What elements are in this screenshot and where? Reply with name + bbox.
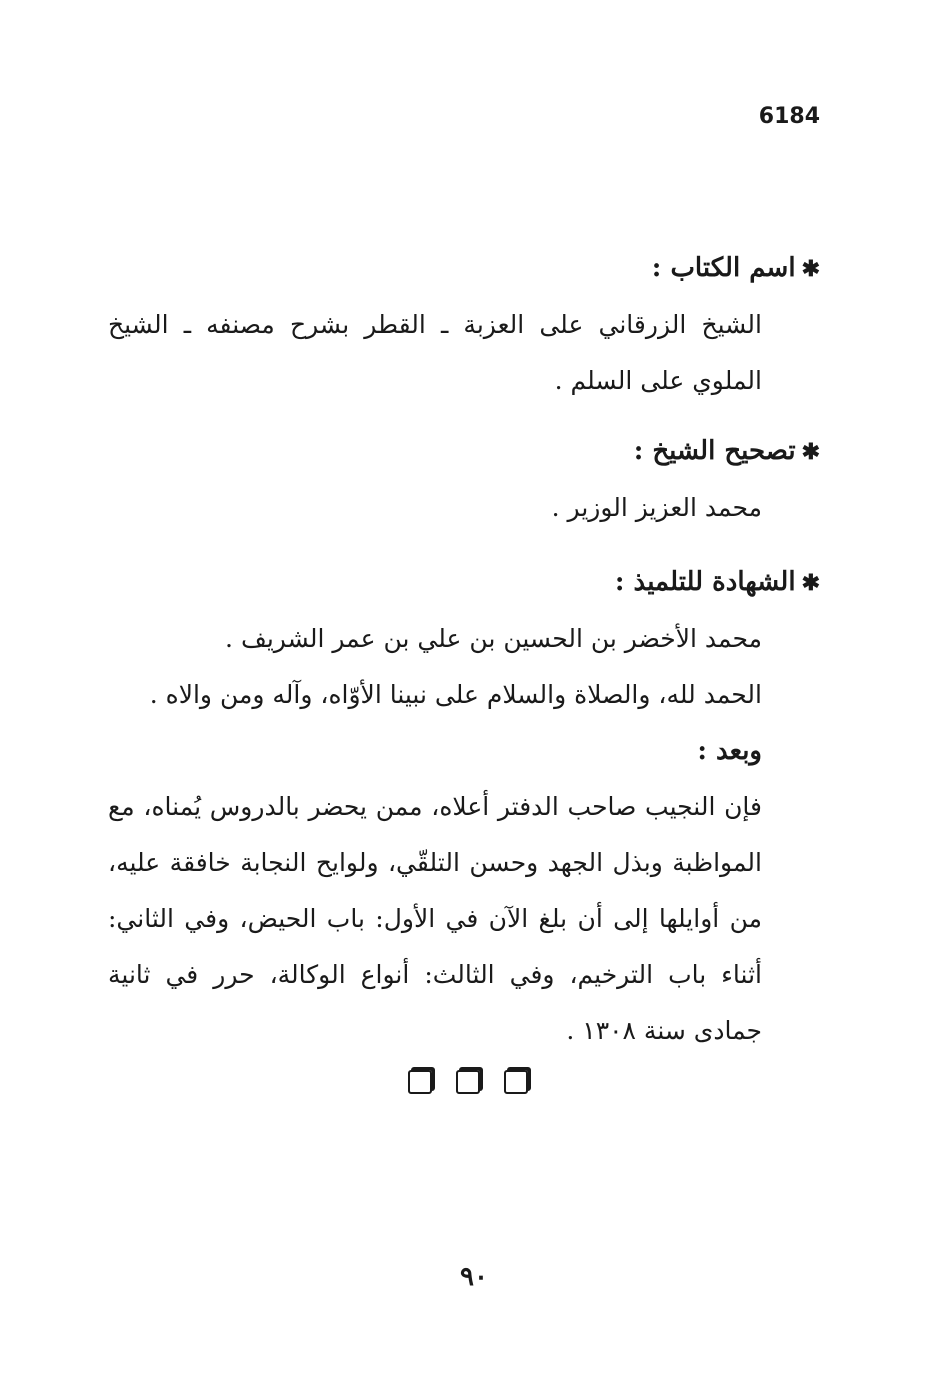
asterisk-bullet-icon: ✱ — [801, 439, 820, 465]
heading-sheikh-correction — [108, 423, 820, 480]
page-number: ٩٠ — [460, 1262, 488, 1292]
transition-text: وبعد : — [697, 736, 762, 766]
student-name-text: محمد الأخضر بن الحسين بن علي بن عمر الشريف . — [225, 624, 762, 653]
praise-text: الحمد لله، والصلاة والسلام على نبينا الأوّاه، وآله ومن والاه . — [149, 680, 762, 709]
heading-student-certificate — [108, 554, 820, 611]
square-ornament-icon — [504, 1070, 528, 1094]
heading-sheikh-correction-label: تصحيح الشيخ : — [633, 436, 796, 466]
book-name-text: الشيخ الزرقاني على العزبة ـ القطر بشرح مصنفه ـ الشيخ الملوي على السلم . — [108, 310, 762, 395]
square-ornament-icon — [456, 1070, 480, 1094]
document-body — [108, 240, 820, 1059]
certificate-body-text: فإن النجيب صاحب الدفتر أعلاه، ممن يحضر بالدروس يُمناه، مع المواظبة وبذل الجهد وحسن التلقّي، ولوايح النجابة خافقة عليه، من أوايلها إلى أن بلغ الآن في الأول: باب الحيض، وفي الثاني: أثناء باب الترخيم، وفي الثالث: أنواع الوكالة، حرر في ثانية جمادى سنة ١٣٠٨ . — [108, 792, 762, 1045]
catalog-number: 6184 — [758, 104, 820, 129]
sheikh-name-text: محمد العزيز الوزير . — [551, 493, 762, 522]
square-ornament-icon — [408, 1070, 432, 1094]
asterisk-bullet-icon: ✱ — [801, 570, 820, 596]
heading-book-name — [108, 240, 820, 297]
asterisk-bullet-icon: ✱ — [801, 256, 820, 282]
section-end-ornament — [408, 1066, 528, 1094]
heading-book-name-label: اسم الكتاب : — [651, 253, 796, 283]
heading-student-certificate-label: الشهادة للتلميذ : — [614, 567, 796, 597]
